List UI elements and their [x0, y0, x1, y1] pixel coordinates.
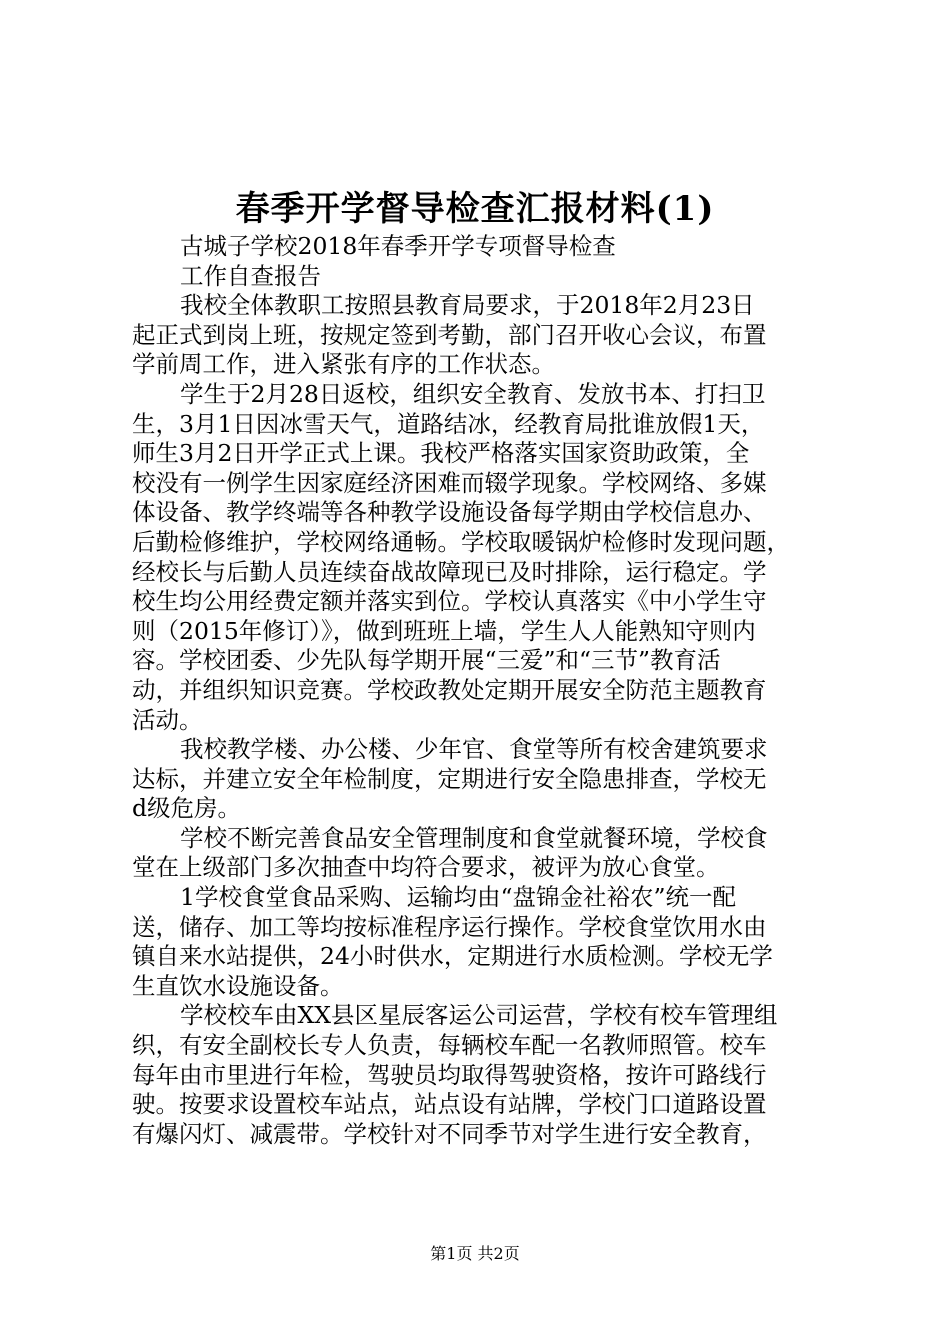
text-line: 我校全体教职工按照县教育局要求，于2018年2月23日 — [180, 291, 755, 320]
text-line: 古城子学校2018年春季开学专项督导检查 — [180, 232, 616, 260]
text-line: 织，有安全副校长专人负责，每辆校车配一名教师照管。校车 — [132, 1031, 767, 1060]
text-line: 1学校食堂食品采购、运输均由“盘锦金社裕农”统一配 — [180, 883, 736, 912]
text-line: 驶。按要求设置校车站点，站点设有站牌，学校门口道路设置 — [132, 1090, 767, 1119]
text-line: 生，3月1日因冰雪天气，道路结冰，经教育局批谁放假1天， — [132, 409, 765, 438]
document-title: 春季开学督导检查汇报材料(1) — [235, 189, 715, 229]
text-line: 镇自来水站提供，24小时供水，定期进行水质检测。学校无学 — [132, 942, 773, 971]
text-line: 起正式到岗上班，按规定签到考勤，部门召开收心会议，布置 — [132, 320, 767, 349]
text-line: 堂在上级部门多次抽查中均符合要求，被评为放心食堂。 — [132, 853, 720, 882]
text-line: 生直饮水设施设备。 — [132, 971, 344, 1000]
text-line: 容。学校团委、少先队每学期开展“三爱”和“三节”教育活 — [132, 646, 721, 675]
text-line: 有爆闪灯、减震带。学校针对不同季节对学生进行安全教育， — [132, 1119, 767, 1148]
text-line: 送，储存、加工等均按标准程序运行操作。学校食堂饮用水由 — [132, 912, 767, 941]
text-line: 学生于2月28日返校，组织安全教育、发放书本、打扫卫 — [180, 379, 766, 408]
text-line: d级危房。 — [132, 794, 242, 823]
text-line: 校生均公用经费定额并落实到位。学校认真落实《中小学生守 — [132, 587, 767, 616]
text-line: 则（2015年修订）》，做到班班上墙，学生人人能熟知守则内 — [132, 616, 756, 645]
text-line: 我校教学楼、办公楼、少年官、食堂等所有校舍建筑要求 — [180, 735, 768, 764]
text-line: 学前周工作，进入紧张有序的工作状态。 — [132, 350, 555, 379]
text-line: 体设备、教学终端等各种教学设施设备每学期由学校信息办、 — [132, 498, 767, 527]
text-line: 师生3月2日开学正式上课。我校严格落实国家资助政策，全 — [132, 439, 750, 468]
text-line: 每年由市里进行年检，驾驶员均取得驾驶资格，按许可路线行 — [132, 1060, 767, 1089]
text-line: 动，并组织知识竞赛。学校政教处定期开展安全防范主题教育 — [132, 675, 767, 704]
page-footer: 第1页 共2页 — [430, 1244, 520, 1263]
text-line: 后勤检修维护，学校网络通畅。学校取暖锅炉检修时发现问题， — [132, 527, 790, 556]
text-line: 经校长与后勤人员连续奋战故障现已及时排除，运行稳定。学 — [132, 557, 767, 586]
text-line: 达标，并建立安全年检制度，定期进行安全隐患排查，学校无 — [132, 764, 767, 793]
text-line: 学校不断完善食品安全管理制度和食堂就餐环境，学校食 — [180, 823, 768, 852]
document-body — [132, 232, 832, 1149]
text-line: 学校校车由XX县区星辰客运公司运营，学校有校车管理组 — [180, 1001, 778, 1030]
text-line: 工作自查报告 — [180, 261, 321, 290]
text-line: 活动。 — [132, 705, 203, 734]
text-line: 校没有一例学生因家庭经济困难而辍学现象。学校网络、多媒 — [132, 468, 767, 497]
